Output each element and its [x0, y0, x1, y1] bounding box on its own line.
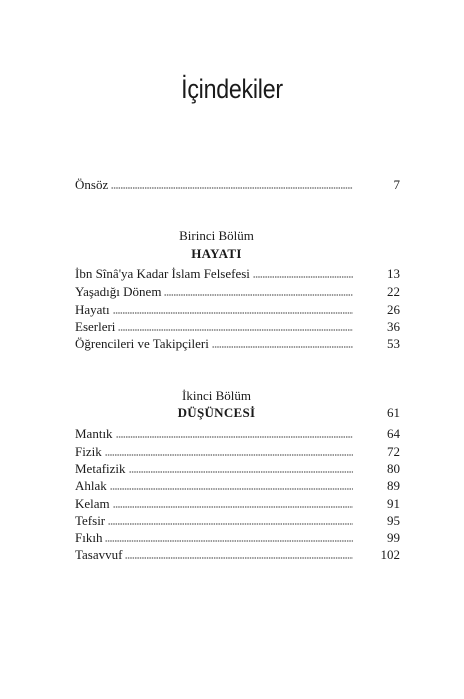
toc-entry-page: 26	[387, 302, 400, 317]
toc-entry-label: Fıkıh	[75, 530, 103, 545]
toc-entry-label: Yaşadığı Dönem	[75, 284, 162, 299]
toc-entry-page: 89	[387, 478, 400, 493]
toc-entry-page: 13	[387, 266, 400, 281]
dot-leader	[108, 522, 353, 526]
toc-entry-page: 99	[387, 530, 400, 545]
toc-entry	[75, 477, 400, 494]
toc-entry-label: Önsöz	[75, 177, 109, 192]
dot-leader	[253, 275, 353, 279]
part-2-title: DÜŞÜNCESİ	[177, 405, 256, 420]
toc-entry-page: 80	[387, 461, 400, 476]
toc-entry-page: 95	[387, 513, 400, 528]
toc-entry	[75, 265, 400, 282]
dot-leader	[212, 345, 353, 349]
toc-entry-label: Mantık	[75, 426, 113, 441]
toc-entry-label: Hayatı	[75, 302, 110, 317]
page-title: İçindekiler	[181, 74, 283, 104]
toc-entry-label: Eserleri	[75, 319, 116, 334]
dot-leader	[113, 505, 353, 509]
toc-entry-label: İbn Sînâ'ya Kadar İslam Felsefesi	[75, 266, 250, 281]
toc-entry-label: Ahlak	[75, 478, 107, 493]
toc-entry-label: Tasavvuf	[75, 547, 123, 562]
toc-entry-label: Tefsir	[75, 513, 106, 528]
toc-entry-preface	[75, 176, 400, 193]
toc-entry-page: 53	[387, 336, 400, 351]
toc-entry	[75, 529, 400, 546]
toc-entry-label: Öğrencileri ve Takipçileri	[75, 336, 209, 351]
toc-entry	[75, 335, 400, 352]
part-2-heading: İkinci Bölüm	[182, 388, 251, 403]
toc-entry-page: 91	[387, 496, 400, 511]
dot-leader	[113, 311, 353, 315]
toc-entry-page: 7	[393, 177, 400, 192]
toc-entry-label: Metafizik	[75, 461, 126, 476]
dot-leader	[105, 453, 353, 457]
part-2-page: 61	[387, 405, 400, 420]
toc-entry	[75, 283, 400, 300]
toc-entry	[75, 425, 400, 442]
part-1-title: HAYATI	[191, 246, 242, 261]
part-1-heading: Birinci Bölüm	[179, 228, 254, 243]
toc-entry	[75, 546, 400, 563]
toc-entry	[75, 301, 400, 318]
toc-entry	[75, 460, 400, 477]
toc-entry-label: Fizik	[75, 444, 102, 459]
dot-leader	[111, 186, 353, 190]
dot-leader	[110, 487, 353, 491]
toc-entry-page: 22	[387, 284, 400, 299]
toc-entry	[75, 495, 400, 512]
toc-entry	[75, 512, 400, 529]
dot-leader	[129, 470, 353, 474]
toc-entry	[75, 318, 400, 335]
dot-leader	[116, 435, 353, 439]
toc-entry	[75, 443, 400, 460]
toc-entry-label: Kelam	[75, 496, 110, 511]
dot-leader	[125, 556, 353, 560]
toc-entry-page: 64	[387, 426, 400, 441]
dot-leader	[105, 539, 353, 543]
toc-entry-page: 72	[387, 444, 400, 459]
dot-leader	[118, 328, 353, 332]
dot-leader	[164, 293, 353, 297]
toc-entry-page: 102	[380, 547, 400, 562]
toc-entry-page: 36	[387, 319, 400, 334]
